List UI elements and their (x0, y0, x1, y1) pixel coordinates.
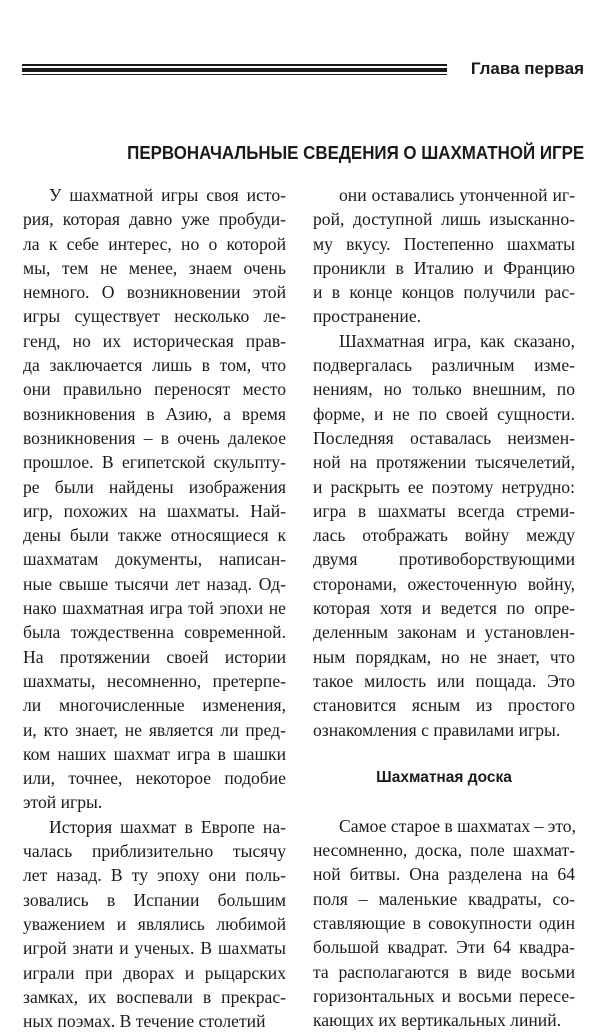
text-line: ной на протяжении тысячелетий, (313, 452, 575, 473)
text-line: ре были найдены изображения (23, 476, 286, 497)
text-line: дены были также относящиеся к (23, 525, 286, 546)
text-line: такое милость или пощада. Это (313, 670, 575, 691)
text-line: и в конце концов получили рас- (313, 282, 575, 303)
text-line: и раскрыть ее поэтому нетрудно: (313, 476, 575, 497)
text-line: рия, которая давно уже пробуди- (23, 209, 286, 230)
text-line: поля – маленькие квадраты, со- (313, 888, 575, 909)
text-line: генд, но их историческая прав- (23, 330, 286, 351)
text-line: та располагаются в виде восьми (313, 961, 575, 982)
text-line: мы, тем не менее, знаем очень (23, 257, 286, 278)
text-line: уважением и являлись любимой (23, 913, 286, 934)
text-line: форме, и не по своей сущности. (313, 403, 575, 424)
text-line: Самое старое в шахматах – это, (339, 815, 576, 836)
text-line: Шахматная игра, как сказано, (339, 330, 575, 351)
left-paragraph (23, 183, 286, 815)
text-line: История шахмат в Европе на- (49, 816, 286, 837)
text-line: игра в шахматы всегда стреми- (313, 500, 575, 521)
text-line: сторонами, ожесточенную войну, (313, 573, 575, 594)
text-line: шахматы, несомненно, претерпе- (23, 670, 286, 691)
text-line: они правильно переносят место (23, 379, 286, 400)
text-line: игрой знати и ученых. В шахматы (23, 938, 286, 959)
text-line: ла к себе интерес, но о которой (23, 233, 286, 254)
text-line: ознакомления с правилами игры. (313, 719, 561, 740)
left-paragraph (23, 815, 286, 1033)
text-line: ной битвы. Она разделена на 64 (313, 864, 575, 885)
text-line: горизонтальных и восьми пересе- (313, 985, 575, 1006)
text-line: была тождественна современной. (23, 622, 286, 643)
text-line: деленным законам и установлен- (313, 622, 575, 643)
section-title: ПЕРВОНАЧАЛЬНЫЕ СВЕДЕНИЯ О ШАХМАТНОЙ ИГРЕ (126, 143, 584, 163)
text-line: двумя противоборствующими (313, 549, 575, 570)
text-line: Последняя оставалась неизмен- (313, 427, 575, 448)
text-line: ком наших шахмат игра в шашки (23, 743, 286, 764)
text-line: которая хотя и ведется по опре- (313, 598, 575, 619)
text-line: прошлое. В египетской скульпту- (23, 452, 286, 473)
text-line: лась отображать войну между (313, 525, 575, 546)
text-line: лет назад. В ту эпоху они поль- (23, 865, 286, 886)
text-line: рой, доступной лишь изысканно- (313, 209, 575, 230)
text-line: пространение. (313, 306, 422, 327)
text-line: становится ясным из простого (313, 695, 575, 716)
text-line: да заключается лишь в том, что (23, 355, 286, 376)
text-line: кающих их вертикальных линий. (313, 1010, 562, 1031)
text-line: они оставались утонченной иг- (339, 185, 575, 205)
right-column (313, 183, 575, 1033)
text-line: возникновения в Азию, а время (23, 403, 286, 424)
right-paragraph (313, 183, 575, 329)
text-line: игры существует несколько ле- (23, 306, 286, 327)
text-line: шахматам документы, написан- (23, 549, 286, 570)
chapter-label: Глава первая (470, 59, 584, 78)
text-line: нако шахматная игра той эпохи не (23, 598, 286, 619)
text-line: несомненно, доска, поле шахмат- (313, 840, 575, 861)
left-column (23, 183, 286, 1033)
right-paragraph (313, 329, 575, 742)
text-line: игр, похожих на шахматы. Най- (23, 500, 286, 521)
text-line: и, кто знает, не является ли пред- (23, 719, 286, 740)
text-line: подвергалась различным изме- (313, 355, 575, 376)
text-line: замках, их воспевали в прекрас- (23, 986, 286, 1007)
text-line: му вкусу. Постепенно шахматы (313, 233, 575, 254)
text-line: ных поэмах. В течение столетий (23, 1011, 266, 1032)
text-line: нениям, но только внешним, по (313, 379, 575, 400)
text-line: проникли в Италию и Францию (313, 257, 575, 278)
text-line: На протяжении своей истории (23, 646, 286, 667)
text-line: немного. О возникновении этой (23, 282, 286, 303)
text-line: зовались в Испании большим (23, 889, 286, 910)
text-line: чалась приблизительно тысячу (23, 841, 286, 862)
subheading-chessboard: Шахматная доска (376, 768, 512, 786)
text-line: ли многочисленные изменения, (23, 695, 286, 716)
text-line: большой квадрат. Эти 64 квадра- (313, 937, 575, 958)
text-line: или, точнее, некоторое подобие (23, 768, 286, 789)
header-rule (22, 64, 447, 76)
text-line: У шахматной игры своя исто- (49, 185, 286, 205)
text-line: ные свыше тысячи лет назад. Од- (23, 573, 286, 594)
text-line: играли при дворах и рыцарских (23, 962, 286, 983)
text-line: возникновения – в очень далекое (23, 427, 286, 448)
text-line: этой игры. (23, 792, 103, 813)
text-line: ставляющие в совокупности один (313, 913, 575, 934)
text-line: ным порядкам, но не знает, что (313, 646, 575, 667)
